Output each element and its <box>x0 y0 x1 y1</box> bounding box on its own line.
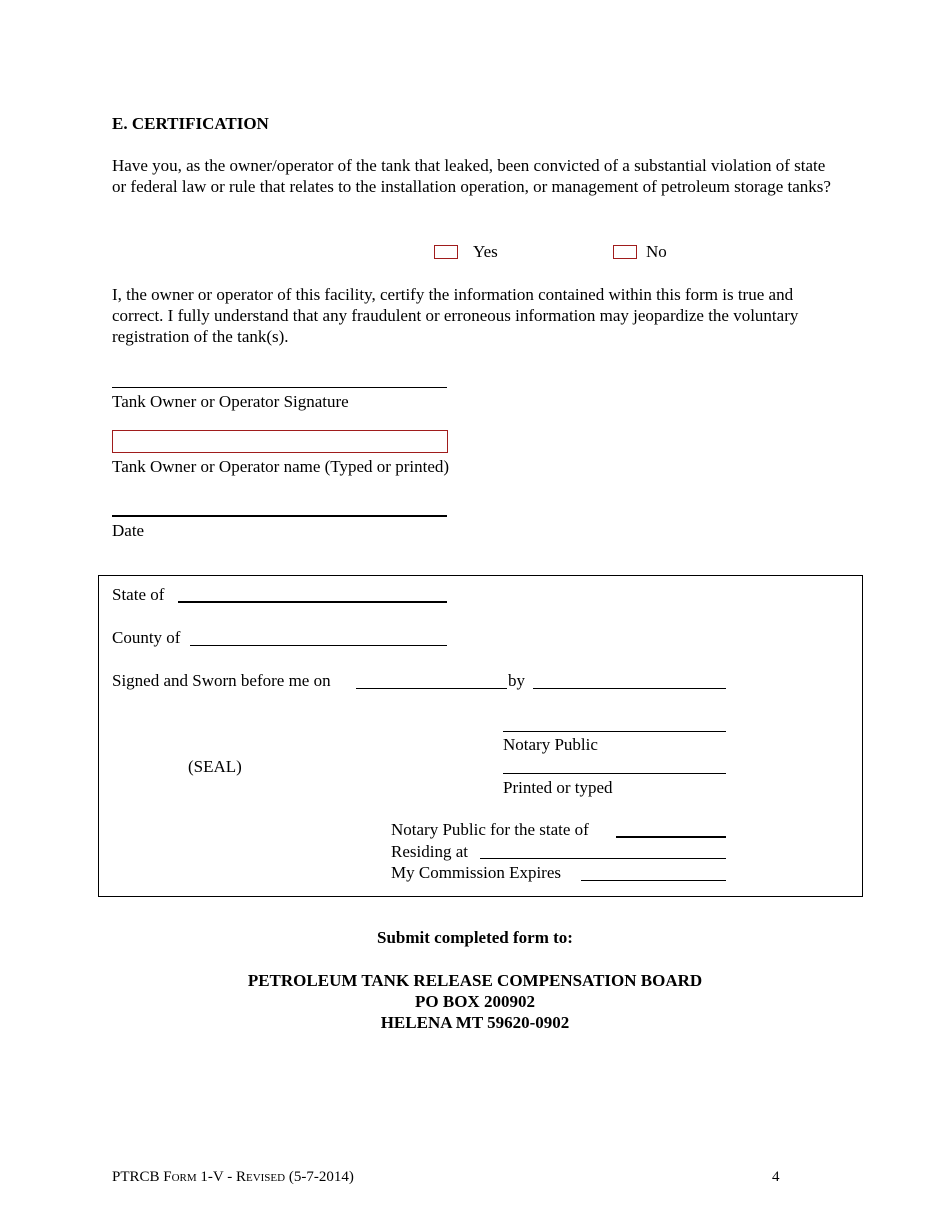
sworn-by-line[interactable] <box>533 688 726 689</box>
printed-name-line[interactable] <box>503 773 726 774</box>
date-line[interactable] <box>112 515 447 517</box>
notary-public-label: Notary Public <box>503 735 598 754</box>
submit-po-box: PO BOX 200902 <box>415 992 535 1011</box>
county-line[interactable] <box>190 645 447 646</box>
page-number: 4 <box>772 1169 780 1185</box>
submit-heading: Submit completed form to: <box>377 928 573 947</box>
county-label: County of <box>112 628 181 647</box>
no-checkbox[interactable] <box>613 245 637 259</box>
yes-label: Yes <box>473 242 498 261</box>
notary-state-line[interactable] <box>616 836 726 838</box>
notary-state-label: Notary Public for the state of <box>391 820 589 839</box>
date-label: Date <box>112 521 145 540</box>
seal-label: (SEAL) <box>188 757 242 776</box>
conviction-question: Have you, as the owner/operator of the tank that leaked, been convicted of a substantial violation of state or federal law or rule that relates to the installation operation, or management of petroleum storage tanks? <box>112 156 831 196</box>
notary-section <box>98 575 863 897</box>
commission-line[interactable] <box>581 880 726 881</box>
sworn-label: Signed and Sworn before me on <box>112 671 331 690</box>
form-identifier: PTRCB Form 1-V - Revised (5-7-2014) <box>112 1169 354 1185</box>
state-line[interactable] <box>178 601 447 603</box>
commission-label: My Commission Expires <box>391 863 562 882</box>
notary-signature-line[interactable] <box>503 731 726 732</box>
submit-city: HELENA MT 59620-0902 <box>380 1013 570 1032</box>
printed-label: Printed or typed <box>503 778 613 797</box>
signature-label: Tank Owner or Operator Signature <box>112 392 349 411</box>
residing-line[interactable] <box>480 858 726 859</box>
owner-name-field[interactable] <box>112 430 448 453</box>
yes-checkbox[interactable] <box>434 245 458 259</box>
state-label: State of <box>112 585 165 604</box>
submit-organization: PETROLEUM TANK RELEASE COMPENSATION BOARD <box>247 971 703 990</box>
sworn-date-line[interactable] <box>356 688 507 689</box>
no-label: No <box>646 242 667 261</box>
certification-statement: I, the owner or operator of this facility, certify the information contained within this form is true and correct. I fully understand that any fraudulent or erroneous information may jeopardize the voluntary registration of the tank(s). <box>112 285 799 346</box>
section-title: E. CERTIFICATION <box>112 114 269 133</box>
signature-line[interactable] <box>112 387 447 388</box>
residing-label: Residing at <box>391 842 468 861</box>
owner-name-label: Tank Owner or Operator name (Typed or printed) <box>112 457 450 476</box>
by-label: by <box>508 671 525 690</box>
